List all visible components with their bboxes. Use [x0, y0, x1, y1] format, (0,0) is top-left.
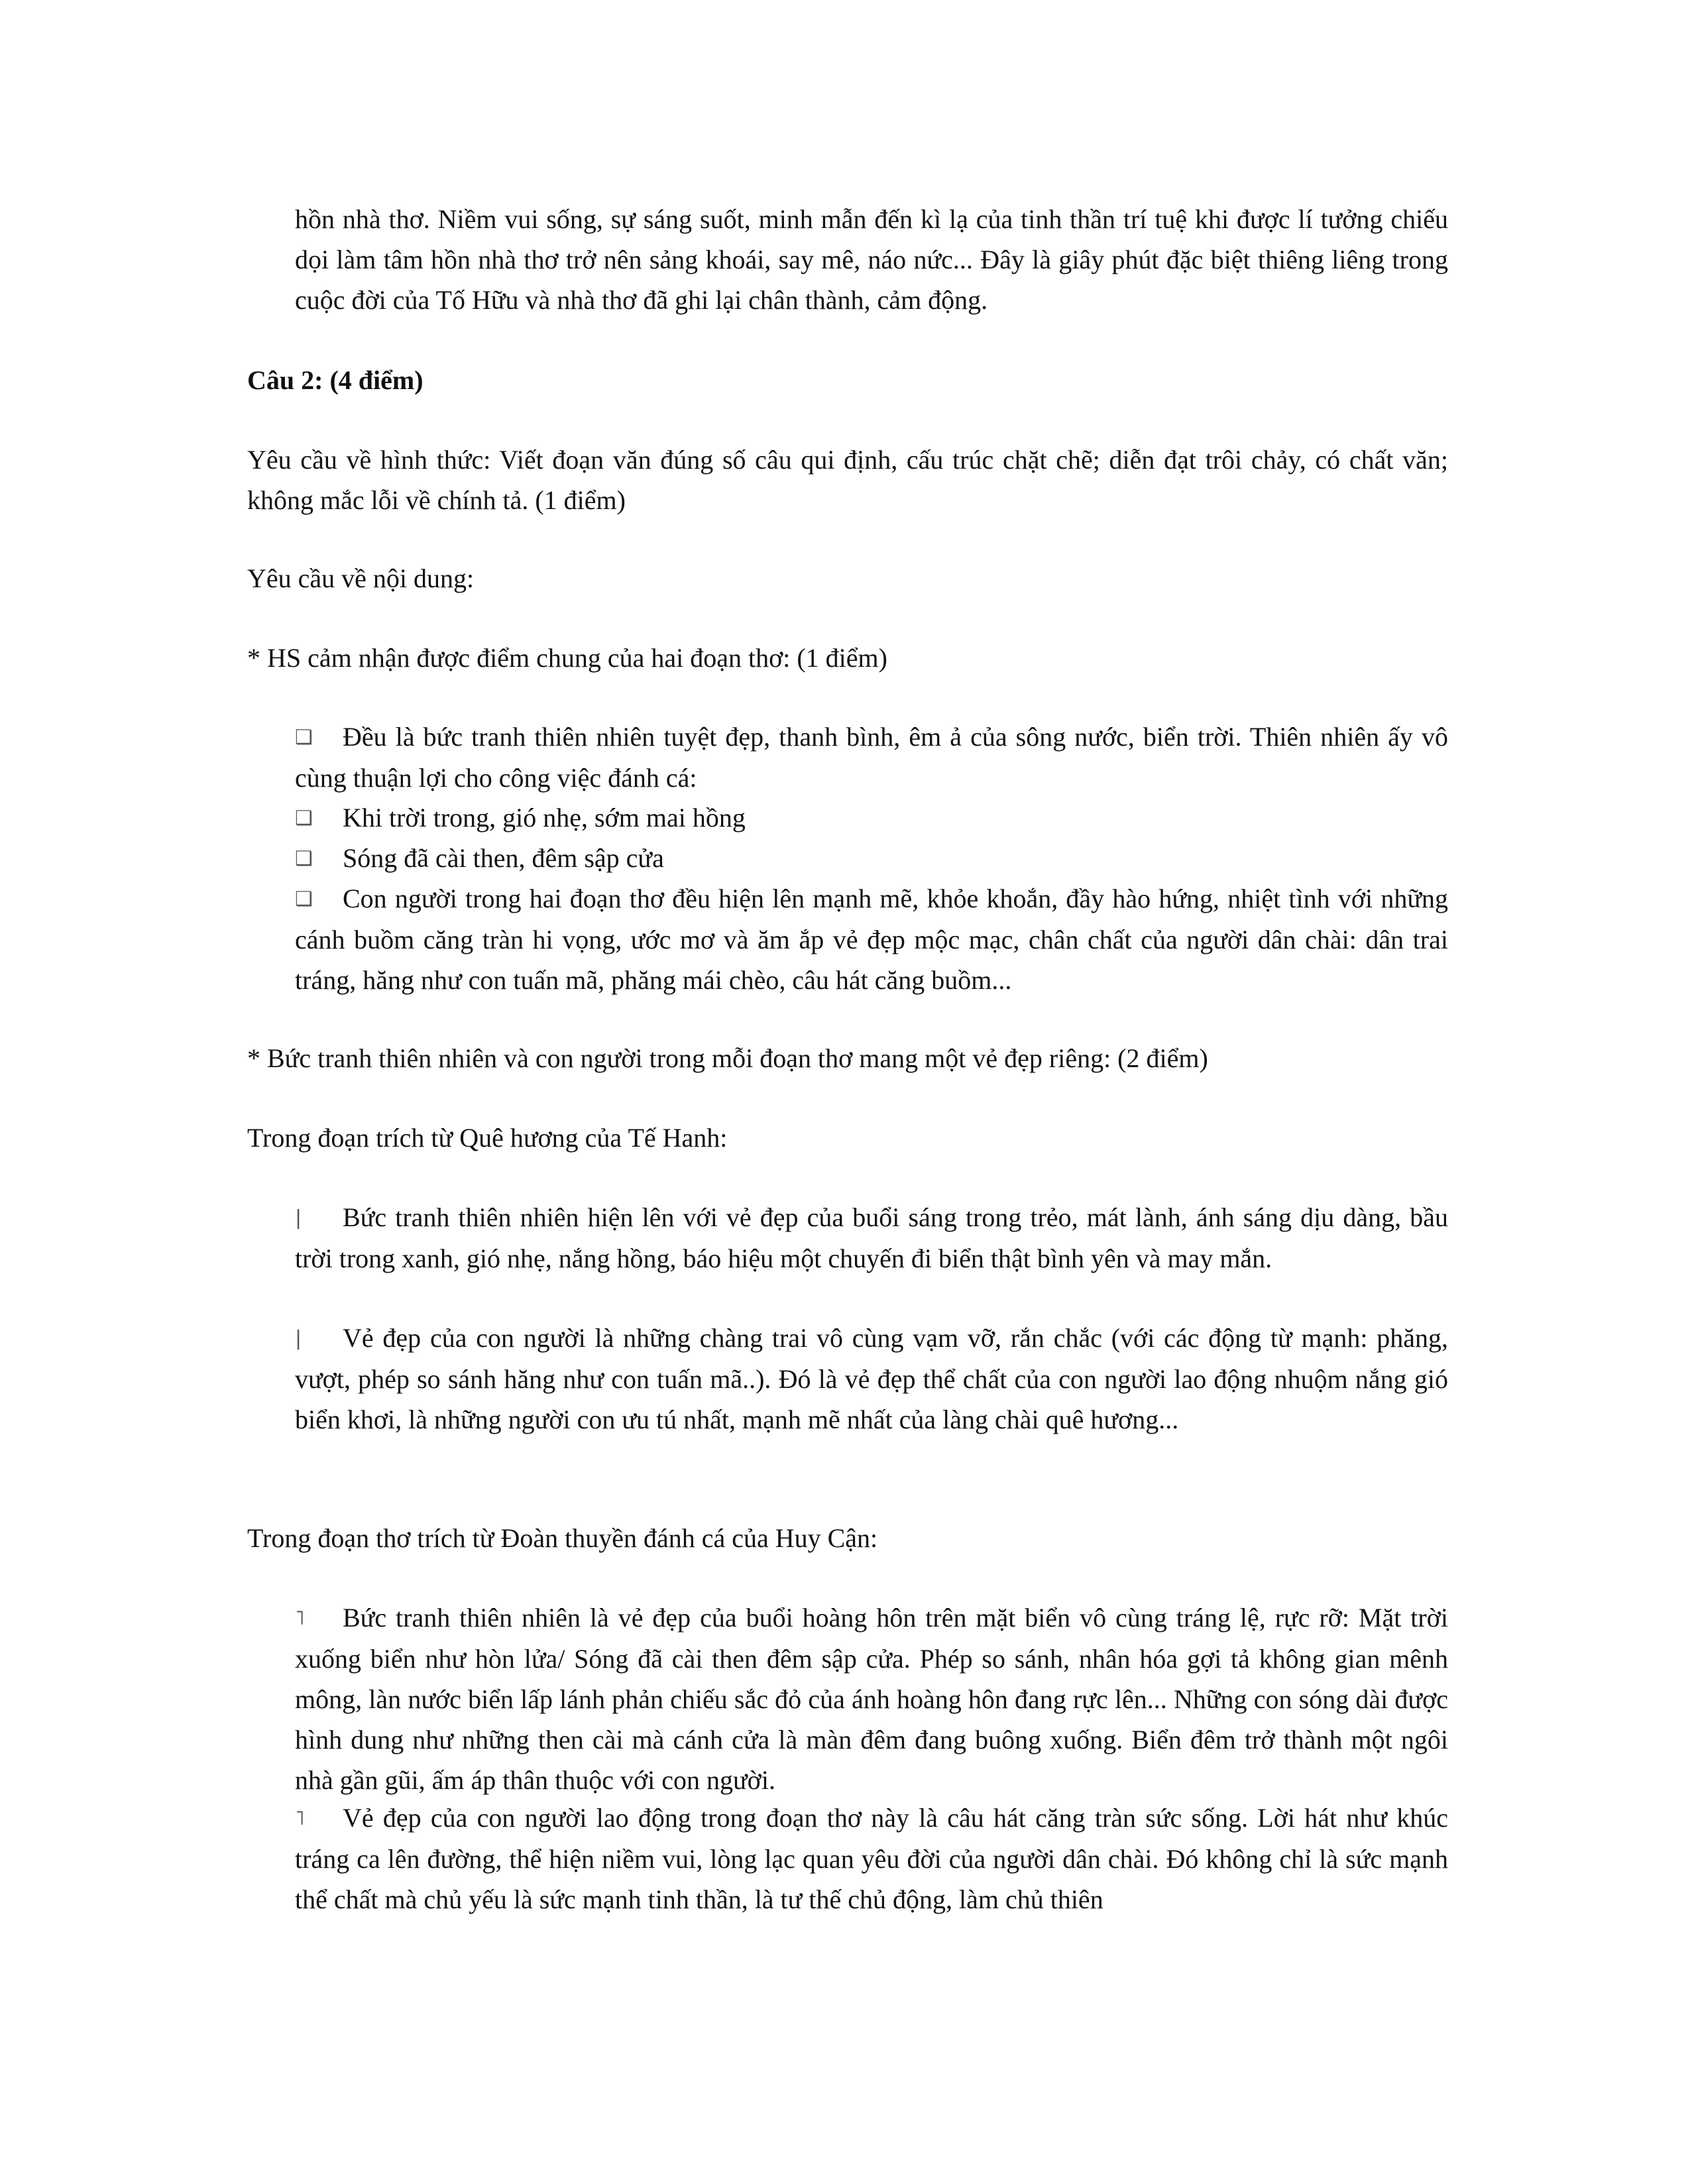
- list-item-text: Bức tranh thiên nhiên hiện lên với vẻ đẹp của buổi sáng trong trẻo, mát lành, ánh sáng dịu dàng, bầu trời trong xanh, gió nhẹ, nắng hồng, báo hiệu một chuyến đi biển thật bình yên và may mắn.: [295, 1202, 1448, 1273]
- bullet-icon: ❑: [295, 726, 313, 749]
- paragraph-common-points: * HS cảm nhận được điểm chung của hai đoạn thơ: (1 điểm): [247, 643, 887, 673]
- paragraph-form-requirements: Yêu cầu về hình thức: Viết đoạn văn đúng số câu qui định, cấu trúc chặt chẽ; diễn đạt trôi chảy, có chất văn; không mắc lỗi về chính tả. (1 điểm): [247, 445, 1448, 515]
- list-item-text: Sóng đã cài then, đêm sập cửa: [343, 843, 664, 873]
- list-item: [295, 797, 1448, 838]
- list-item-text: Khi trời trong, gió nhẹ, sớm mai hồng: [343, 803, 746, 833]
- list-item: [295, 1318, 1448, 1440]
- bullet-icon: ˥: [295, 1607, 305, 1630]
- list-item: [295, 1597, 1448, 1800]
- paragraph-que-huong-intro: Trong đoạn trích từ Quê hương của Tế Hanh:: [247, 1123, 728, 1153]
- list-item: [295, 1798, 1448, 1920]
- paragraph-distinct-beauty: * Bức tranh thiên nhiên và con người trong mỗi đoạn thơ mang một vẻ đẹp riêng: (2 điểm): [247, 1043, 1208, 1073]
- list-item: [295, 717, 1448, 798]
- bullet-icon: ˥: [295, 1807, 305, 1830]
- list-item-text: Vẻ đẹp của con người lao động trong đoạn thơ này là câu hát căng tràn sức sống. Lời hát như khúc tráng ca lên đường, thể hiện niềm vui, lòng lạc quan yêu đời của người dân chài. Đó không chỉ là sức mạnh thể chất mà chủ yếu là sức mạnh tinh thần, là tư thế chủ động, làm chủ thiên: [295, 1803, 1448, 1914]
- bullet-icon: ❑: [295, 807, 313, 830]
- list-item-text: Bức tranh thiên nhiên là vẻ đẹp của buổi hoàng hôn trên mặt biển vô cùng tráng lệ, rực rỡ: Mặt trời xuống biển như hòn lửa/ Sóng đã cài then đêm sập cửa. Phép so sánh, nhân hóa gợi tả không gian mênh mông, làn nước biển lấp lánh phản chiếu sắc đỏ của ánh hoàng hôn đang rực lên... Những con sóng dài được hình dung như những then cài mà cánh cửa là màn đêm đang buông xuống. Biển đêm trở thành một ngôi nhà gần gũi, ấm áp thân thuộc với con người.: [295, 1603, 1448, 1795]
- bullet-icon: ❑: [295, 888, 313, 911]
- list-item-text: Con người trong hai đoạn thơ đều hiện lên mạnh mẽ, khỏe khoắn, đầy hào hứng, nhiệt tình với những cánh buồm căng tràn hi vọng, ước mơ và ăm ắp vẻ đẹp mộc mạc, chân chất của người dân chài: dân trai tráng, hăng như con tuấn mã, phăng mái chèo, câu hát căng buồm...: [295, 884, 1448, 995]
- list-item: [295, 878, 1448, 1000]
- paragraph-doan-thuyen-intro: Trong đoạn thơ trích từ Đoàn thuyền đánh cá của Huy Cận:: [247, 1523, 878, 1553]
- list-item-text: Vẻ đẹp của con người là những chàng trai vô cùng vạm vỡ, rắn chắc (với các động từ mạnh: phăng, vượt, phép so sánh hăng như con tuấn mã..). Đó là vẻ đẹp thể chất của con người lao động nhuộm nắng gió biển khơi, là những người con ưu tú nhất, mạnh mẽ nhất của làng chài quê hương...: [295, 1323, 1448, 1434]
- paragraph-continuation: hồn nhà thơ. Niềm vui sống, sự sáng suốt, minh mẫn đến kì lạ của tinh thần trí tuệ khi được lí tưởng chiếu dọi làm tâm hồn nhà thơ trở nên sảng khoái, say mê, náo nức... Đây là giây phút đặc biệt thiêng liêng trong cuộc đời của Tố Hữu và nhà thơ đã ghi lại chân thành, cảm động.: [295, 204, 1448, 315]
- list-item: [295, 838, 1448, 879]
- list-item-text: Đều là bức tranh thiên nhiên tuyệt đẹp, thanh bình, êm ả của sông nước, biển trời. Thiên nhiên ấy vô cùng thuận lợi cho công việc đánh cá:: [295, 722, 1448, 793]
- list-item: [295, 1197, 1448, 1279]
- bullet-icon: ❑: [295, 847, 313, 870]
- section-heading-cau2: Câu 2: (4 điểm): [247, 365, 423, 395]
- bullet-icon: |: [295, 1206, 302, 1230]
- bullet-icon: |: [295, 1327, 302, 1350]
- paragraph-content-requirements: Yêu cầu về nội dung:: [247, 563, 475, 593]
